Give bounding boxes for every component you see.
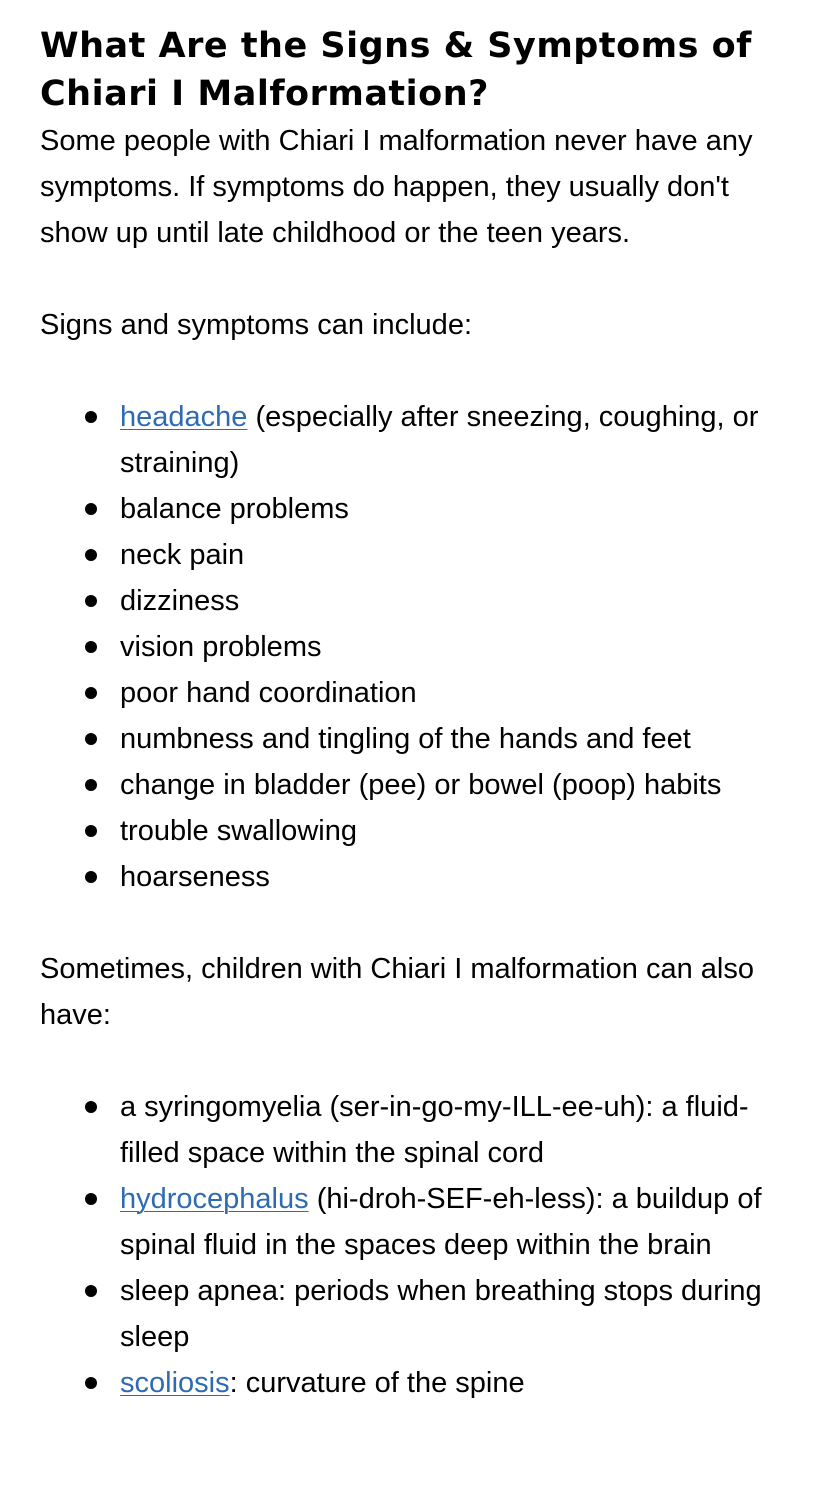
page-title: What Are the Signs & Symptoms of Chiari I Malformation? <box>40 26 752 114</box>
bullet-icon <box>85 1193 97 1205</box>
signs-list <box>40 394 800 900</box>
list-item <box>120 1176 800 1268</box>
bullet-icon <box>85 595 97 607</box>
headache-link[interactable]: headache <box>120 401 248 433</box>
list-item <box>120 808 800 854</box>
list-item <box>120 486 800 532</box>
bullet-icon <box>85 871 97 883</box>
list-item <box>120 670 800 716</box>
list-item-text: sleep apnea: periods when breathing stops during sleep <box>120 1275 762 1353</box>
bullet-icon <box>85 1377 97 1389</box>
bullet-icon <box>85 733 97 745</box>
bullet-icon <box>85 641 97 653</box>
list-item-text: numbness and tingling of the hands and feet <box>120 723 691 755</box>
bullet-icon <box>85 411 97 423</box>
list-item-text: (especially after sneezing, coughing, or straining) <box>120 401 759 479</box>
bullet-icon <box>85 825 97 837</box>
list-item <box>120 394 800 486</box>
bullet-icon <box>85 779 97 791</box>
list-item <box>120 1084 800 1176</box>
list-item <box>120 532 800 578</box>
list-item-text: a syringomyelia (ser-in-go-my-ILL-ee-uh): a fluid-filled space within the spinal cord <box>120 1091 749 1169</box>
hydrocephalus-link[interactable]: hydrocephalus <box>120 1183 309 1215</box>
list-item <box>120 1360 800 1406</box>
conditions-list <box>40 1084 800 1406</box>
list-item <box>120 624 800 670</box>
list-item-text: change in bladder (pee) or bowel (poop) habits <box>120 769 722 801</box>
list-item <box>120 854 800 900</box>
signs-lead-paragraph: Signs and symptoms can include: <box>40 309 472 341</box>
list-item-text: : curvature of the spine <box>229 1367 525 1399</box>
list-item-text: hoarseness <box>120 861 270 893</box>
bullet-icon <box>85 549 97 561</box>
list-item-text: dizziness <box>120 585 240 617</box>
bullet-icon <box>85 503 97 515</box>
bullet-icon <box>85 1285 97 1297</box>
bullet-icon <box>85 687 97 699</box>
list-item-text: (hi-droh-SEF-eh-less): a buildup of spinal fluid in the spaces deep within the brain <box>120 1183 762 1261</box>
list-item <box>120 716 800 762</box>
intro-paragraph: Some people with Chiari I malformation never have any symptoms. If symptoms do happen, they usually don't show up until late childhood or the teen years. <box>40 125 753 249</box>
list-item-text: neck pain <box>120 539 245 571</box>
article <box>40 22 800 1406</box>
list-item-text: poor hand coordination <box>120 677 417 709</box>
bullet-icon <box>85 1101 97 1113</box>
scoliosis-link[interactable]: scoliosis <box>120 1367 230 1399</box>
list-item-text: vision problems <box>120 631 322 663</box>
also-lead-paragraph: Sometimes, children with Chiari I malformation can also have: <box>40 953 754 1031</box>
list-item <box>120 1268 800 1360</box>
list-item <box>120 762 800 808</box>
list-item-text: trouble swallowing <box>120 815 357 847</box>
list-item-text: balance problems <box>120 493 349 525</box>
list-item <box>120 578 800 624</box>
